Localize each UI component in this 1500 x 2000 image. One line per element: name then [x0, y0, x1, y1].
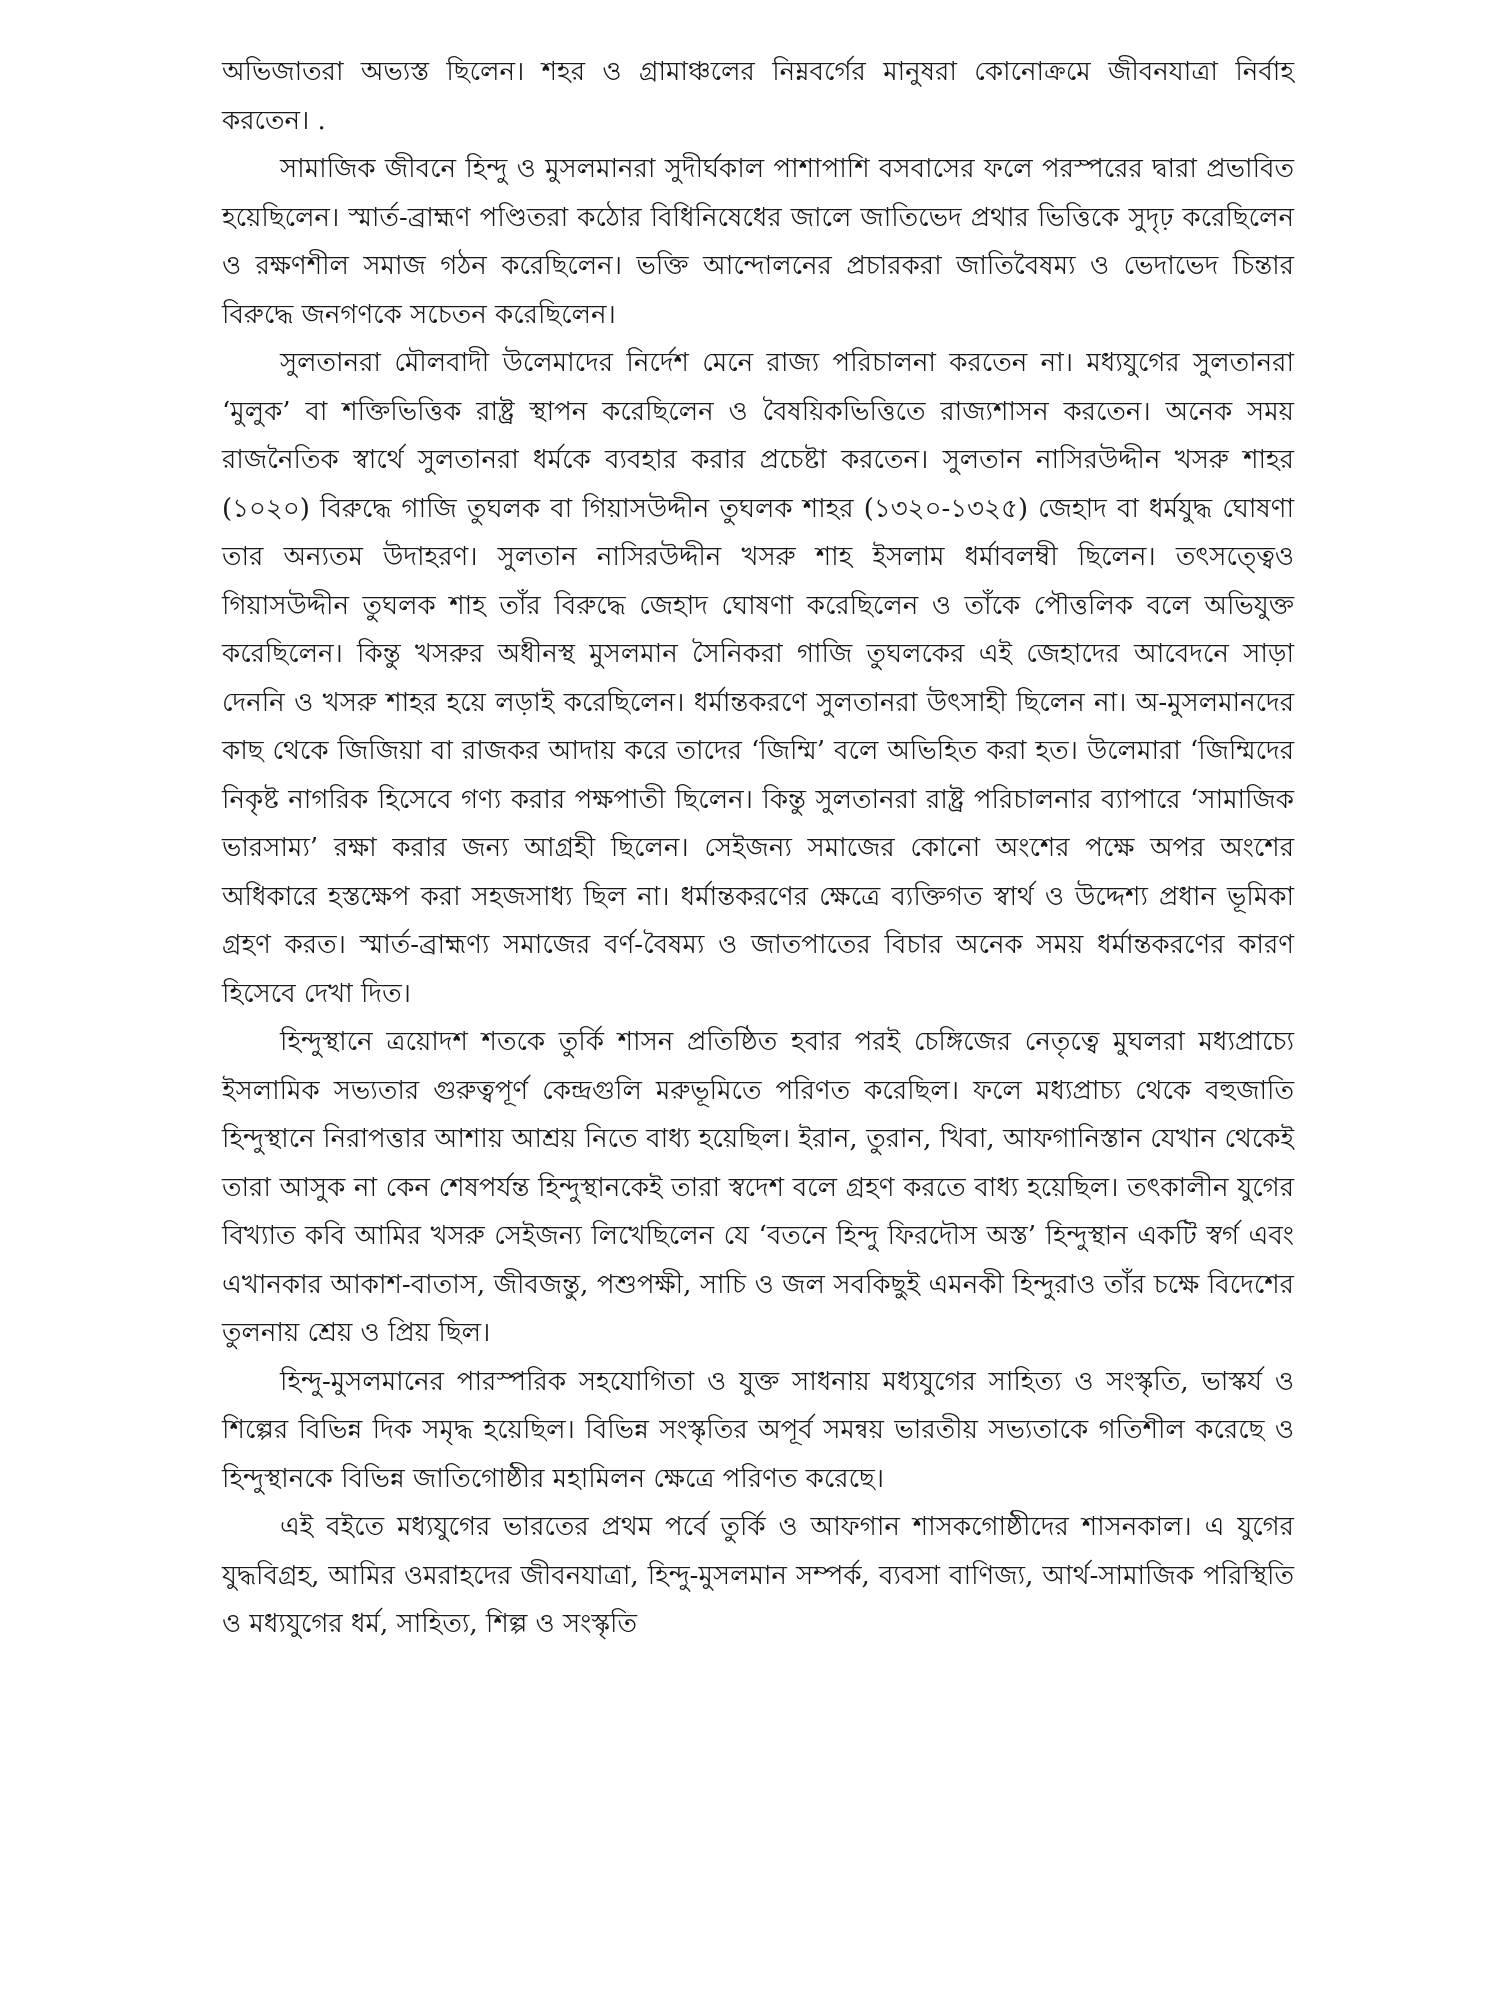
- paragraph-6: এই বইতে মধ্যযুগের ভারতের প্রথম পর্বে তুর্কি ও আফগান শাসকগোষ্ঠীদের শাসনকাল। এ যুগের যুদ্ধবিগ্রহ, আমির ওমরাহদের জীবনযাত্রা, হিন্দু-মুসলমান সম্পর্ক, ব্যবসা বাণিজ্য, আর্থ-সামাজিক পরিস্থিতি ও মধ্যযুগের ধর্ম, সাহিত্য, শিল্প ও সংস্কৃতি: [222, 1512, 1294, 1639]
- paragraph-5: হিন্দু-মুসলমানের পারস্পরিক সহযোগিতা ও যুক্ত সাধনায় মধ্যযুগের সাহিত্য ও সংস্কৃতি, ভাস্কর্য ও শিল্পের বিভিন্ন দিক সমৃদ্ধ হয়েছিল। বিভিন্ন সংস্কৃতির অপূর্ব সমন্বয় ভারতীয় সভ্যতাকে গতিশীল করেছে ও হিন্দুস্থানকে বিভিন্ন জাতিগোষ্ঠীর মহামিলন ক্ষেত্রে পরিণত করেছে।: [222, 1366, 1294, 1494]
- paragraph-4: হিন্দুস্থানে ত্রয়োদশ শতকে তুর্কি শাসন প্রতিষ্ঠিত হবার পরই চেঙ্গিজের নেতৃত্বে মুঘলরা মধ্যপ্রাচ্যে ইসলামিক সভ্যতার গুরুত্বপূর্ণ কেন্দ্রগুলি মরুভূমিতে পরিণত করেছিল। ফলে মধ্যপ্রাচ্য থেকে বহুজাতি হিন্দুস্থানে নিরাপত্তার আশায় আশ্রয় নিতে বাধ্য হয়েছিল। ইরান, তুরান, খিবা, আফগানিস্তান যেখান থেকেই তারা আসুক না কেন শেষপর্যন্ত হিন্দুস্থানকেই তারা স্বদেশ বলে গ্রহণ করতে বাধ্য হয়েছিল। তৎকালীন যুগের বিখ্যাত কবি আমির খসরু সেইজন্য লিখেছিলেন যে ‘বতনে হিন্দু ফিরদৌস অস্ত’ হিন্দুস্থান একটি স্বর্গ এবং এখানকার আকাশ-বাতাস, জীবজন্তু, পশুপক্ষী, সাচি ও জল সবকিছুই এমনকী হিন্দুরাও তাঁর চক্ষে বিদেশের তুলনায় শ্রেয় ও প্রিয় ছিল।: [222, 1027, 1294, 1348]
- body-text: [222, 48, 1294, 1649]
- paragraph-1: অভিজাতরা অভ্যস্ত ছিলেন। শহর ও গ্রামাঞ্চলের নিম্নবর্গের মানুষরা কোনোক্রমে জীবনযাত্রা নির্বাহ করতেন। .: [222, 57, 1294, 136]
- paragraph-3: সুলতানরা মৌলবাদী উলেমাদের নির্দেশ মেনে রাজ্য পরিচালনা করতেন না। মধ্যযুগের সুলতানরা ‘মুলুক’ বা শক্তিভিত্তিক রাষ্ট্র স্থাপন করেছিলেন ও বৈষয়িকভিত্তিতে রাজ্যশাসন করতেন। অনেক সময় রাজনৈতিক স্বার্থে সুলতানরা ধর্মকে ব্যবহার করার প্রচেষ্টা করতেন। সুলতান নাসিরউদ্দীন খসরু শাহর (১০২০) বিরুদ্ধে গাজি তুঘলক বা গিয়াসউদ্দীন তুঘলক শাহর (১৩২০-১৩২৫) জেহাদ বা ধর্মযুদ্ধ ঘোষণা তার অন্যতম উদাহরণ। সুলতান নাসিরউদ্দীন খসরু শাহ ইসলাম ধর্মাবলম্বী ছিলেন। তৎসত্ত্বেও গিয়াসউদ্দীন তুঘলক শাহ তাঁর বিরুদ্ধে জেহাদ ঘোষণা করেছিলেন ও তাঁকে পৌত্তলিক বলে অভিযুক্ত করেছিলেন। কিন্তু খসরুর অধীনস্থ মুসলমান সৈনিকরা গাজি তুঘলকের এই জেহাদের আবেদনে সাড়া দেননি ও খসরু শাহর হয়ে লড়াই করেছিলেন। ধর্মান্তকরণে সুলতানরা উৎসাহী ছিলেন না। অ-মুসলমানদের কাছ থেকে জিজিয়া বা রাজকর আদায় করে তাদের ‘জিম্মি’ বলে অভিহিত করা হত। উলেমারা ‘জিম্মিদের নিকৃষ্ট নাগরিক হিসেবে গণ্য করার পক্ষপাতী ছিলেন। কিন্তু সুলতানরা রাষ্ট্র পরিচালনার ব্যাপারে ‘সামাজিক ভারসাম্য’ রক্ষা করার জন্য আগ্রহী ছিলেন। সেইজন্য সমাজের কোনো অংশের পক্ষে অপর অংশের অধিকারে হস্তক্ষেপ করা সহজসাধ্য ছিল না। ধর্মান্তকরণের ক্ষেত্রে ব্যক্তিগত স্বার্থ ও উদ্দেশ্য প্রধান ভূমিকা গ্রহণ করত। স্মার্ত-ব্রাহ্মণ্য সমাজের বর্ণ-বৈষম্য ও জাতপাতের বিচার অনেক সময় ধর্মান্তকরণের কারণ হিসেবে দেখা দিত।: [222, 348, 1294, 1009]
- paragraph-2: সামাজিক জীবনে হিন্দু ও মুসলমানরা সুদীর্ঘকাল পাশাপাশি বসবাসের ফলে পরস্পরের দ্বারা প্রভাবিত হয়েছিলেন। স্মার্ত-ব্রাহ্মণ পণ্ডিতরা কঠোর বিধিনিষেধের জালে জাতিভেদ প্রথার ভিত্তিকে সুদৃঢ় করেছিলেন ও রক্ষণশীল সমাজ গঠন করেছিলেন। ভক্তি আন্দোলনের প্রচারকরা জাতিবৈষম্য ও ভেদাভেদ চিন্তার বিরুদ্ধে জনগণকে সচেতন করেছিলেন।: [222, 154, 1294, 330]
